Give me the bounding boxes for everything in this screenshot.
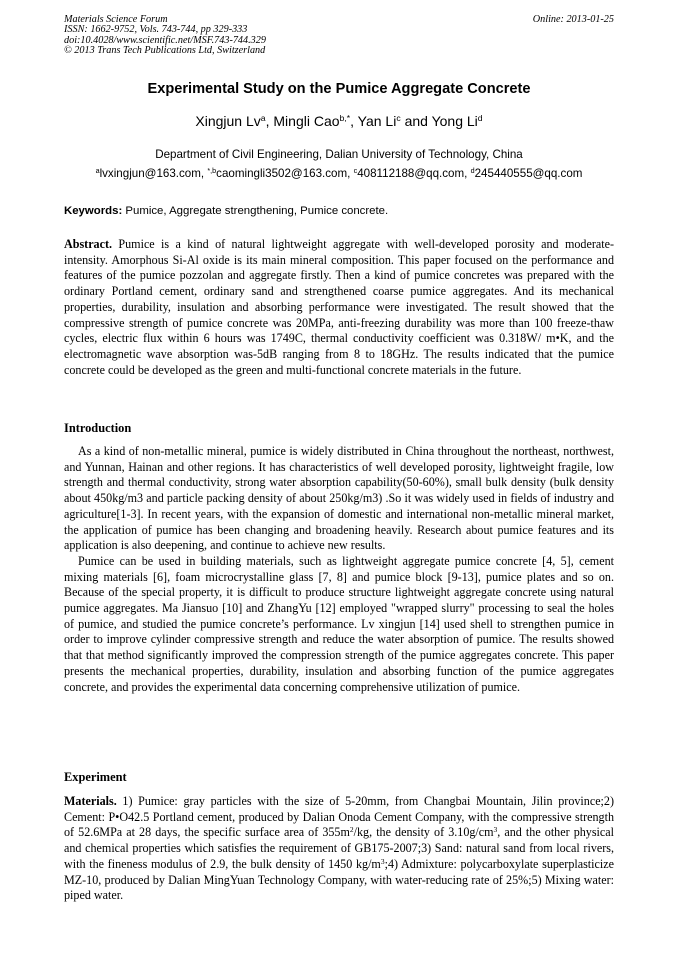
author-separator: , bbox=[265, 113, 274, 129]
author-name: Yan Li bbox=[357, 113, 397, 129]
superscript: 3 bbox=[380, 856, 385, 866]
author-mark: b,* bbox=[339, 113, 351, 124]
keywords-text: Pumice, Aggregate strengthening, Pumice concrete. bbox=[122, 205, 389, 217]
author-mark: c bbox=[396, 113, 401, 124]
materials-text-4: ;4) Admixture: polycarboxylate superplasticize MZ-10, produced by Dalian MingYuan Technology Company, with water-reducing rate of 25%;5) Mixing water: piped water. bbox=[64, 856, 614, 903]
materials-label: Materials. bbox=[64, 794, 117, 808]
keywords bbox=[64, 205, 614, 217]
author-separator: , bbox=[350, 113, 358, 129]
journal-copyright: © 2013 Trans Tech Publications Ltd, Switzerland bbox=[64, 45, 266, 57]
journal-issn: ISSN: 1662-9752, Vols. 743-744, pp 329-333 bbox=[64, 24, 248, 36]
keywords-label: Keywords: bbox=[64, 205, 123, 217]
email-address[interactable]: caomingli3502@163.com, bbox=[216, 167, 354, 180]
abstract bbox=[64, 237, 614, 378]
online-date-text: Online: 2013-01-25 bbox=[532, 14, 614, 25]
superscript: 2 bbox=[349, 825, 354, 835]
introduction-heading: Introduction bbox=[64, 421, 132, 435]
email-mark: d bbox=[470, 166, 475, 176]
email-address[interactable]: 245440555@qq.com bbox=[474, 167, 583, 180]
introduction-paragraph-2: Pumice can be used in building materials, such as lightweight aggregate pumice concrete [4, 5], cement mixing materials [6], foam microcrystalline glass [7, 8] and pumice block [9-13], pumice plates and so on. Because of the special property, it is difficult to produce structure lightweight aggregate concrete using natural pumice aggregates. Ma Jiansuo [10] and ZhangYu [12] employed "wrapped slurry" processing to seal the holes of pumice, and studied the pumice concrete’s performance. Lv xingjun [14] used shell to strengthen pumice in order to improve cylinder compressive strength and reduce the water absorption of pumice. The results showed that that method significantly improved the compression strength of the pumice aggregates concrete. This paper presents the mechanical properties, durability, insulation and absorbing function of the pumice aggregates concrete, and provides the experimental data concerning comprehensive utilization of pumice. bbox=[64, 553, 614, 694]
author-separator: and bbox=[400, 113, 432, 129]
email-address[interactable]: lvxingjun@163.com, bbox=[99, 167, 208, 180]
introduction-body bbox=[64, 444, 614, 695]
author-name: Mingli Cao bbox=[273, 113, 340, 129]
email-mark: *,b bbox=[207, 166, 217, 176]
author-list bbox=[40, 113, 638, 129]
affiliation: Department of Civil Engineering, Dalian University of Technology, China bbox=[155, 148, 523, 161]
author-name: Xingjun Lv bbox=[195, 113, 261, 129]
abstract-text: Pumice is a kind of natural lightweight aggregate with well-developed porosity and moderate-intensity. Amorphous Si-Al oxide is its main mineral composition. This paper focused on the performance and features of the pumice pozzolan and aggregate firstly. Then a kind of pumice concretes was prepared with the ordinary Portland cement, ordinary sand and strengthened coarse pumice aggregates. And its mechanical properties, durability, insulation and absorbing performance were investigated. The result showed that the compressive strength of pumice concrete was 20MPa, anti-freezing durability was more than 100 freeze-thaw cycles, electric flux within 6 hours was 1749C, thermal conductivity coefficient was 0.318W/ m•K, and the electromagnetic wave absorption was-5dB ranging from 8 to 18GHz. The results indicated that the pumice concrete could be developed as the green and multi-functional concrete materials in the future. bbox=[64, 237, 614, 377]
paper-title: Experimental Study on the Pumice Aggregate Concrete bbox=[147, 81, 531, 97]
email-mark: a bbox=[95, 166, 100, 176]
materials-text-3: , and the other physical and chemical properties which satisfies the requirement of GB175-2007;3) Sand: natural sand from local rivers, with the fineness modulus of 2.9, the bulk density of 1450 kg/m bbox=[64, 825, 615, 871]
author-name: Yong Li bbox=[431, 113, 478, 129]
introduction-paragraph-1: As a kind of non-metallic mineral, pumice is widely distributed in China throughout the northeast, northwest, and Yunnan, Hainan and other regions. It has characteristics of well developed porosity, lightweight fragile, low strength and thermal conductivity, strong water absorption capability(50-60%), small bulk density (bulk density about 450kg/m3 and particle packing density of about 250kg/m3) .So it was widely used in fields of industry and agriculture[1-3]. In recent years, with the expansion of domestic and international non-metallic mineral market, the application of pumice has been changing and broadening heavily. Research about pumice features and its application is also deepening, and continue to achieve new results. bbox=[64, 444, 614, 553]
online-date bbox=[533, 15, 614, 25]
experiment-heading: Experiment bbox=[64, 770, 127, 784]
author-mark: d bbox=[477, 113, 483, 124]
materials-text-1: 1) Pumice: gray particles with the size of 5-20mm, from Changbai Mountain, Jilin province;2) Cement: P•O42.5 Portland cement, produced by Dalian Onoda Cement Company, with the compressive strength of 52.6MPa at 28 days, the specific surface area of 355m bbox=[64, 794, 614, 840]
journal-name: Materials Science Forum bbox=[64, 14, 168, 25]
email-mark: c bbox=[353, 166, 358, 176]
materials-text-2: /kg, the density of 3.10g/cm bbox=[353, 825, 494, 840]
materials-paragraph bbox=[64, 794, 614, 904]
email-list bbox=[40, 167, 638, 180]
email-address[interactable]: 408112188@qq.com, bbox=[357, 167, 471, 180]
author-mark: a bbox=[260, 113, 266, 124]
abstract-label: Abstract. bbox=[64, 237, 113, 251]
journal-header bbox=[64, 15, 484, 57]
superscript: 3 bbox=[493, 825, 498, 835]
journal-doi[interactable]: doi:10.4028/www.scientific.net/MSF.743-744.329 bbox=[64, 34, 266, 46]
